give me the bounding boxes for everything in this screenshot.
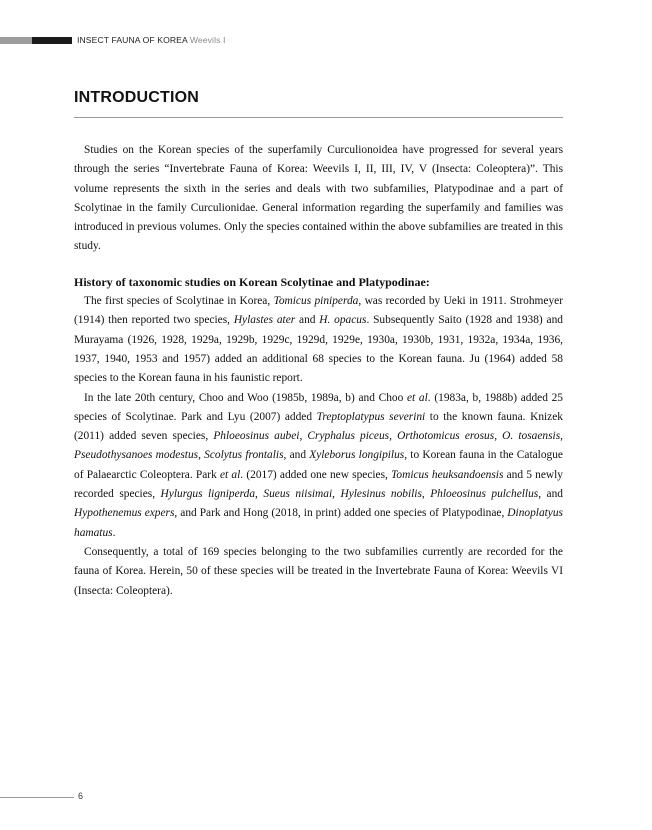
text-run: , xyxy=(389,430,398,443)
species-name: Hylastes ater xyxy=(233,314,296,327)
et-al: et al xyxy=(407,391,428,404)
text-run: . (1983a, b, 1988b) added 25 species of Scolytinae. Park and Lyu (2007) added xyxy=(74,391,563,423)
section-title: INTRODUCTION xyxy=(74,89,200,106)
text-run: , and xyxy=(283,449,310,462)
header-bar-gray xyxy=(0,37,32,44)
text-run: , xyxy=(299,430,308,443)
text-run: The first species of Scolytinae in Korea, xyxy=(84,295,274,308)
species-name: Xyleborus longipilus xyxy=(309,449,405,462)
species-name: Treptoplatypus severini xyxy=(316,410,426,423)
text-run: . (2017) added one new species, xyxy=(240,468,392,481)
text-run: , to Korean fauna in the Catalogue of Palaearctic Coleoptera. Park xyxy=(74,449,563,481)
body-text xyxy=(74,141,563,601)
species-name: Orthotomicus erosus xyxy=(397,430,495,443)
running-header-title: INSECT FAUNA OF KOREA xyxy=(77,35,188,45)
history-heading: History of taxonomic studies on Korean Scolytinae and Platypodinae: xyxy=(74,274,430,289)
text-run: , xyxy=(198,449,205,462)
text-run: , was recorded by Ueki in 1911. Strohmeyer (1914) then reported two species, xyxy=(74,295,564,327)
species-name: Scolytus frontalis xyxy=(204,449,284,462)
text-run: , and Park and Hong (2018, in print) added one species of Platypodinae, xyxy=(174,507,508,520)
text-run: to the known fauna. Knizek (2011) added seven species, xyxy=(74,410,563,443)
species-name: Tomicus piniperda xyxy=(273,295,359,308)
text-run: . Subsequently Saito (1928 and 1938) and Murayama (1926, 1928, 1929a, 1929b, 1929c, 1929d, 1929e, 1930a, 1930b, 1931, 1932a, 1934a, 1936, 1937, 1940, 1953 and 1957) added an additional 68 species to the Korean fauna. Ju (1964) added 58 species to the Korean fauna in his faunistic report. xyxy=(74,314,563,385)
species-name: Sueus niisimai xyxy=(263,488,333,501)
running-header-subtitle: Weevils Ⅰ xyxy=(189,35,226,45)
text-run: , and xyxy=(538,488,563,501)
species-name: Pseudothysanoes modestus xyxy=(74,449,199,462)
history-paragraph-2 xyxy=(74,389,563,543)
history-paragraph-3: Consequently, a total of 169 species belonging to the two subfamilies currently are recorded for the fauna of Korea. Herein, 50 of these species will be treated in the Invertebrate Fauna of Korea: Weevils VI (Insecta: Coleoptera). xyxy=(74,545,563,597)
footer-rule xyxy=(0,797,74,798)
et-al: et al xyxy=(219,468,241,481)
species-name: Cryphalus piceus xyxy=(307,430,390,443)
species-name: Hylesinus nobilis xyxy=(340,488,422,501)
running-header xyxy=(77,34,226,46)
species-name: H. opacus xyxy=(319,314,367,327)
text-run: . xyxy=(112,526,116,539)
text-run: and 5 newly recorded species, xyxy=(74,468,563,501)
species-name: Tomicus heuksandoensis xyxy=(391,468,504,481)
page-number: 6 xyxy=(78,791,84,801)
species-name: Hylurgus ligniperda xyxy=(160,488,256,501)
header-bar-black xyxy=(32,37,72,44)
text-run: , xyxy=(332,488,341,501)
species-name: Hypothenemus expers xyxy=(74,507,175,520)
history-paragraph-1 xyxy=(74,292,563,388)
text-run: , xyxy=(494,430,503,443)
text-run: and xyxy=(295,314,320,327)
species-name: Dinoplatyus hamatus xyxy=(74,507,563,539)
title-rule xyxy=(74,117,563,118)
text-run: , xyxy=(421,488,431,501)
species-name: Phloeosinus pulchellus xyxy=(430,488,539,501)
intro-paragraph: Studies on the Korean species of the superfamily Curculionoidea have progressed for several years through the series “Invertebrate Fauna of Korea: Weevils I, II, III, IV, V (Insecta: Coleoptera)”. This volume represents the sixth in the series and deals with two subfamilies, Platypodinae and a part of Scolytinae in the family Curculionidae. General information regarding the superfamily and families was introduced in previous volumes. Only the species contained within the above subfamilies are treated in this study. xyxy=(74,144,563,253)
species-name: O. tosaensis xyxy=(502,430,561,443)
text-run: , xyxy=(560,430,563,443)
text-run: , xyxy=(255,488,264,501)
species-name: Phloeosinus aubei xyxy=(213,430,300,443)
text-run: In the late 20th century, Choo and Woo (1985b, 1989a, b) and Choo xyxy=(84,391,407,404)
